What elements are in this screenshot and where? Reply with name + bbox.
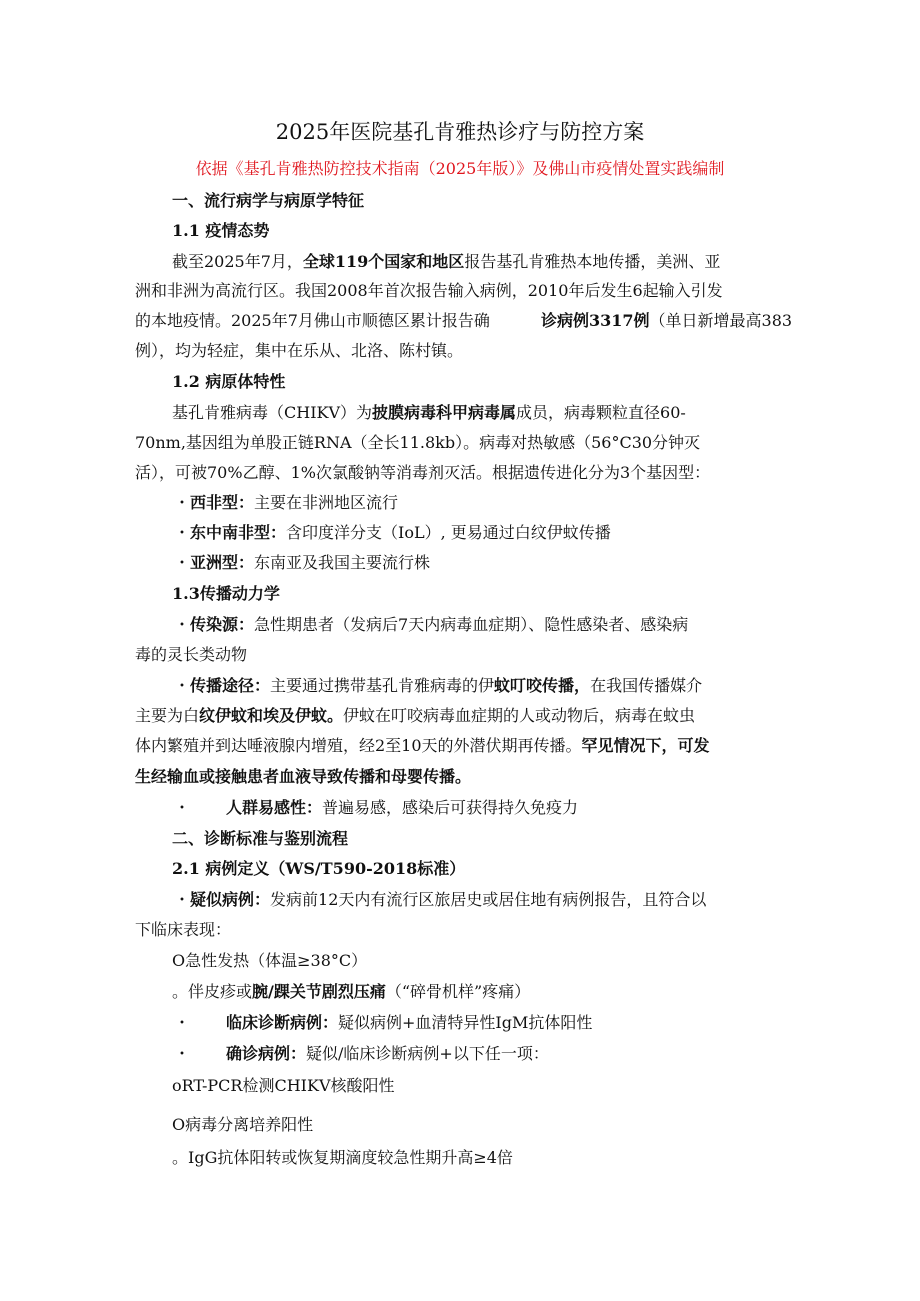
test-item: O病毒分离培养阳性 — [172, 1115, 314, 1134]
document-title: 2025年医院基孔肯雅热诊疗与防控方案 — [275, 120, 645, 144]
test-item: oRT-PCR检测CHIKV核酸阳性 — [172, 1076, 395, 1095]
paragraph-line: 截至2025年7月，全球119个国家和地区报告基孔肯雅热本地传播，美洲、亚 — [172, 252, 721, 271]
paragraph-line: 例），均为轻症，集中在乐从、北洛、陈村镇。 — [135, 341, 464, 360]
bullet-icon: ・ — [174, 676, 191, 695]
section-2-heading: 二、诊断标准与鉴别流程 — [172, 829, 349, 848]
paragraph-line: 的本地疫情。2025年7月佛山市顺德区累计报告确 — [135, 311, 490, 330]
bullet-icon: ・ — [174, 615, 191, 634]
bullet-icon: ・ — [174, 890, 191, 909]
bullet-icon: ・ — [174, 553, 191, 572]
section-1-heading: 一、流行病学与病原学特征 — [172, 191, 365, 210]
paragraph-line: 洲和非洲为高流行区。我国2008年首次报告输入病例，2010年后发生6起输入引发 — [135, 281, 723, 300]
document-subtitle: 依据《基孔肯雅热防控技术指南（2025年版）》及佛山市疫情处置实践编制 — [195, 159, 725, 178]
test-item: 。IgG抗体阳转或恢复期滴度较急性期升高≥4倍 — [172, 1148, 513, 1167]
genotype-item: ・亚洲型：东南亚及我国主要流行株 — [174, 550, 430, 576]
paragraph-line: 主要为白纹伊蚊和埃及伊蚊。伊蚊在叮咬病毒血症期的人或动物后，病毒在蚊虫 — [135, 706, 696, 725]
bullet-icon: ・ — [174, 1013, 191, 1032]
confirmed-case: ・ 确诊病例：疑似/临床诊断病例+以下任一项： — [174, 1041, 549, 1067]
paragraph-line: 基孔肯雅病毒（CHIKV）为披膜病毒科甲病毒属成员，病毒颗粒直径60- — [172, 403, 686, 422]
transmission-route: ・传播途径：主要通过携带基孔肯雅病毒的伊蚊叮咬传播，在我国传播媒介 — [174, 673, 702, 699]
paragraph-line: 下临床表现： — [135, 920, 232, 939]
paragraph-line: 活），可被70%乙醇、1%次氯酸钠等消毒剂灭活。根据遗传进化分为3个基因型： — [135, 463, 711, 482]
criteria-item: 。伴皮疹或腕/踝关节剧烈压痛（“碎骨机样”疼痛） — [172, 982, 531, 1001]
subsection-1-3-heading: 1.3传播动力学 — [172, 584, 280, 603]
subsection-1-2-heading: 1.2 病原体特性 — [172, 372, 286, 391]
clinical-case: ・ 临床诊断病例：疑似病例+血清特异性IgM抗体阳性 — [174, 1010, 592, 1036]
paragraph-line: 诊病例3317例（单日新增最高383 — [541, 311, 793, 330]
criteria-item: O急性发热（体温≥38°C） — [172, 951, 368, 970]
bullet-icon: ・ — [174, 523, 191, 542]
transmission-source: ・传染源：急性期患者（发病后7天内病毒血症期）、隐性感染者、感染病 — [174, 612, 688, 638]
paragraph-line: 生经输血或接触患者血液导致传播和母婴传播。 — [135, 767, 472, 786]
genotype-item: ・西非型：主要在非洲地区流行 — [174, 490, 398, 516]
paragraph-line: 毒的灵长类动物 — [135, 645, 248, 664]
subsection-2-1-heading: 2.1 病例定义（WS/T590-2018标准） — [172, 859, 466, 878]
bullet-icon: ・ — [174, 798, 191, 817]
paragraph-line: 体内繁殖并到达唾液腺内增殖，经2至10天的外潜伏期再传播。罕见情况下，可发 — [135, 736, 710, 755]
bullet-icon: ・ — [174, 493, 191, 512]
bullet-icon: ・ — [174, 1044, 191, 1063]
paragraph-line: 70nm,基因组为单股正链RNA（全长11.8kb）。病毒对热敏感（56°C30分钟灭 — [135, 433, 701, 452]
genotype-item: ・东中南非型：含印度洋分支（IoL）, 更易通过白纹伊蚊传播 — [174, 520, 611, 546]
population-susceptibility: ・ 人群易感性：普遍易感，感染后可获得持久免疫力 — [174, 795, 578, 821]
subsection-1-1-heading: 1.1 疫情态势 — [172, 221, 270, 240]
suspected-case: ・疑似病例：发病前12天内有流行区旅居史或居住地有病例报告，且符合以 — [174, 887, 706, 913]
